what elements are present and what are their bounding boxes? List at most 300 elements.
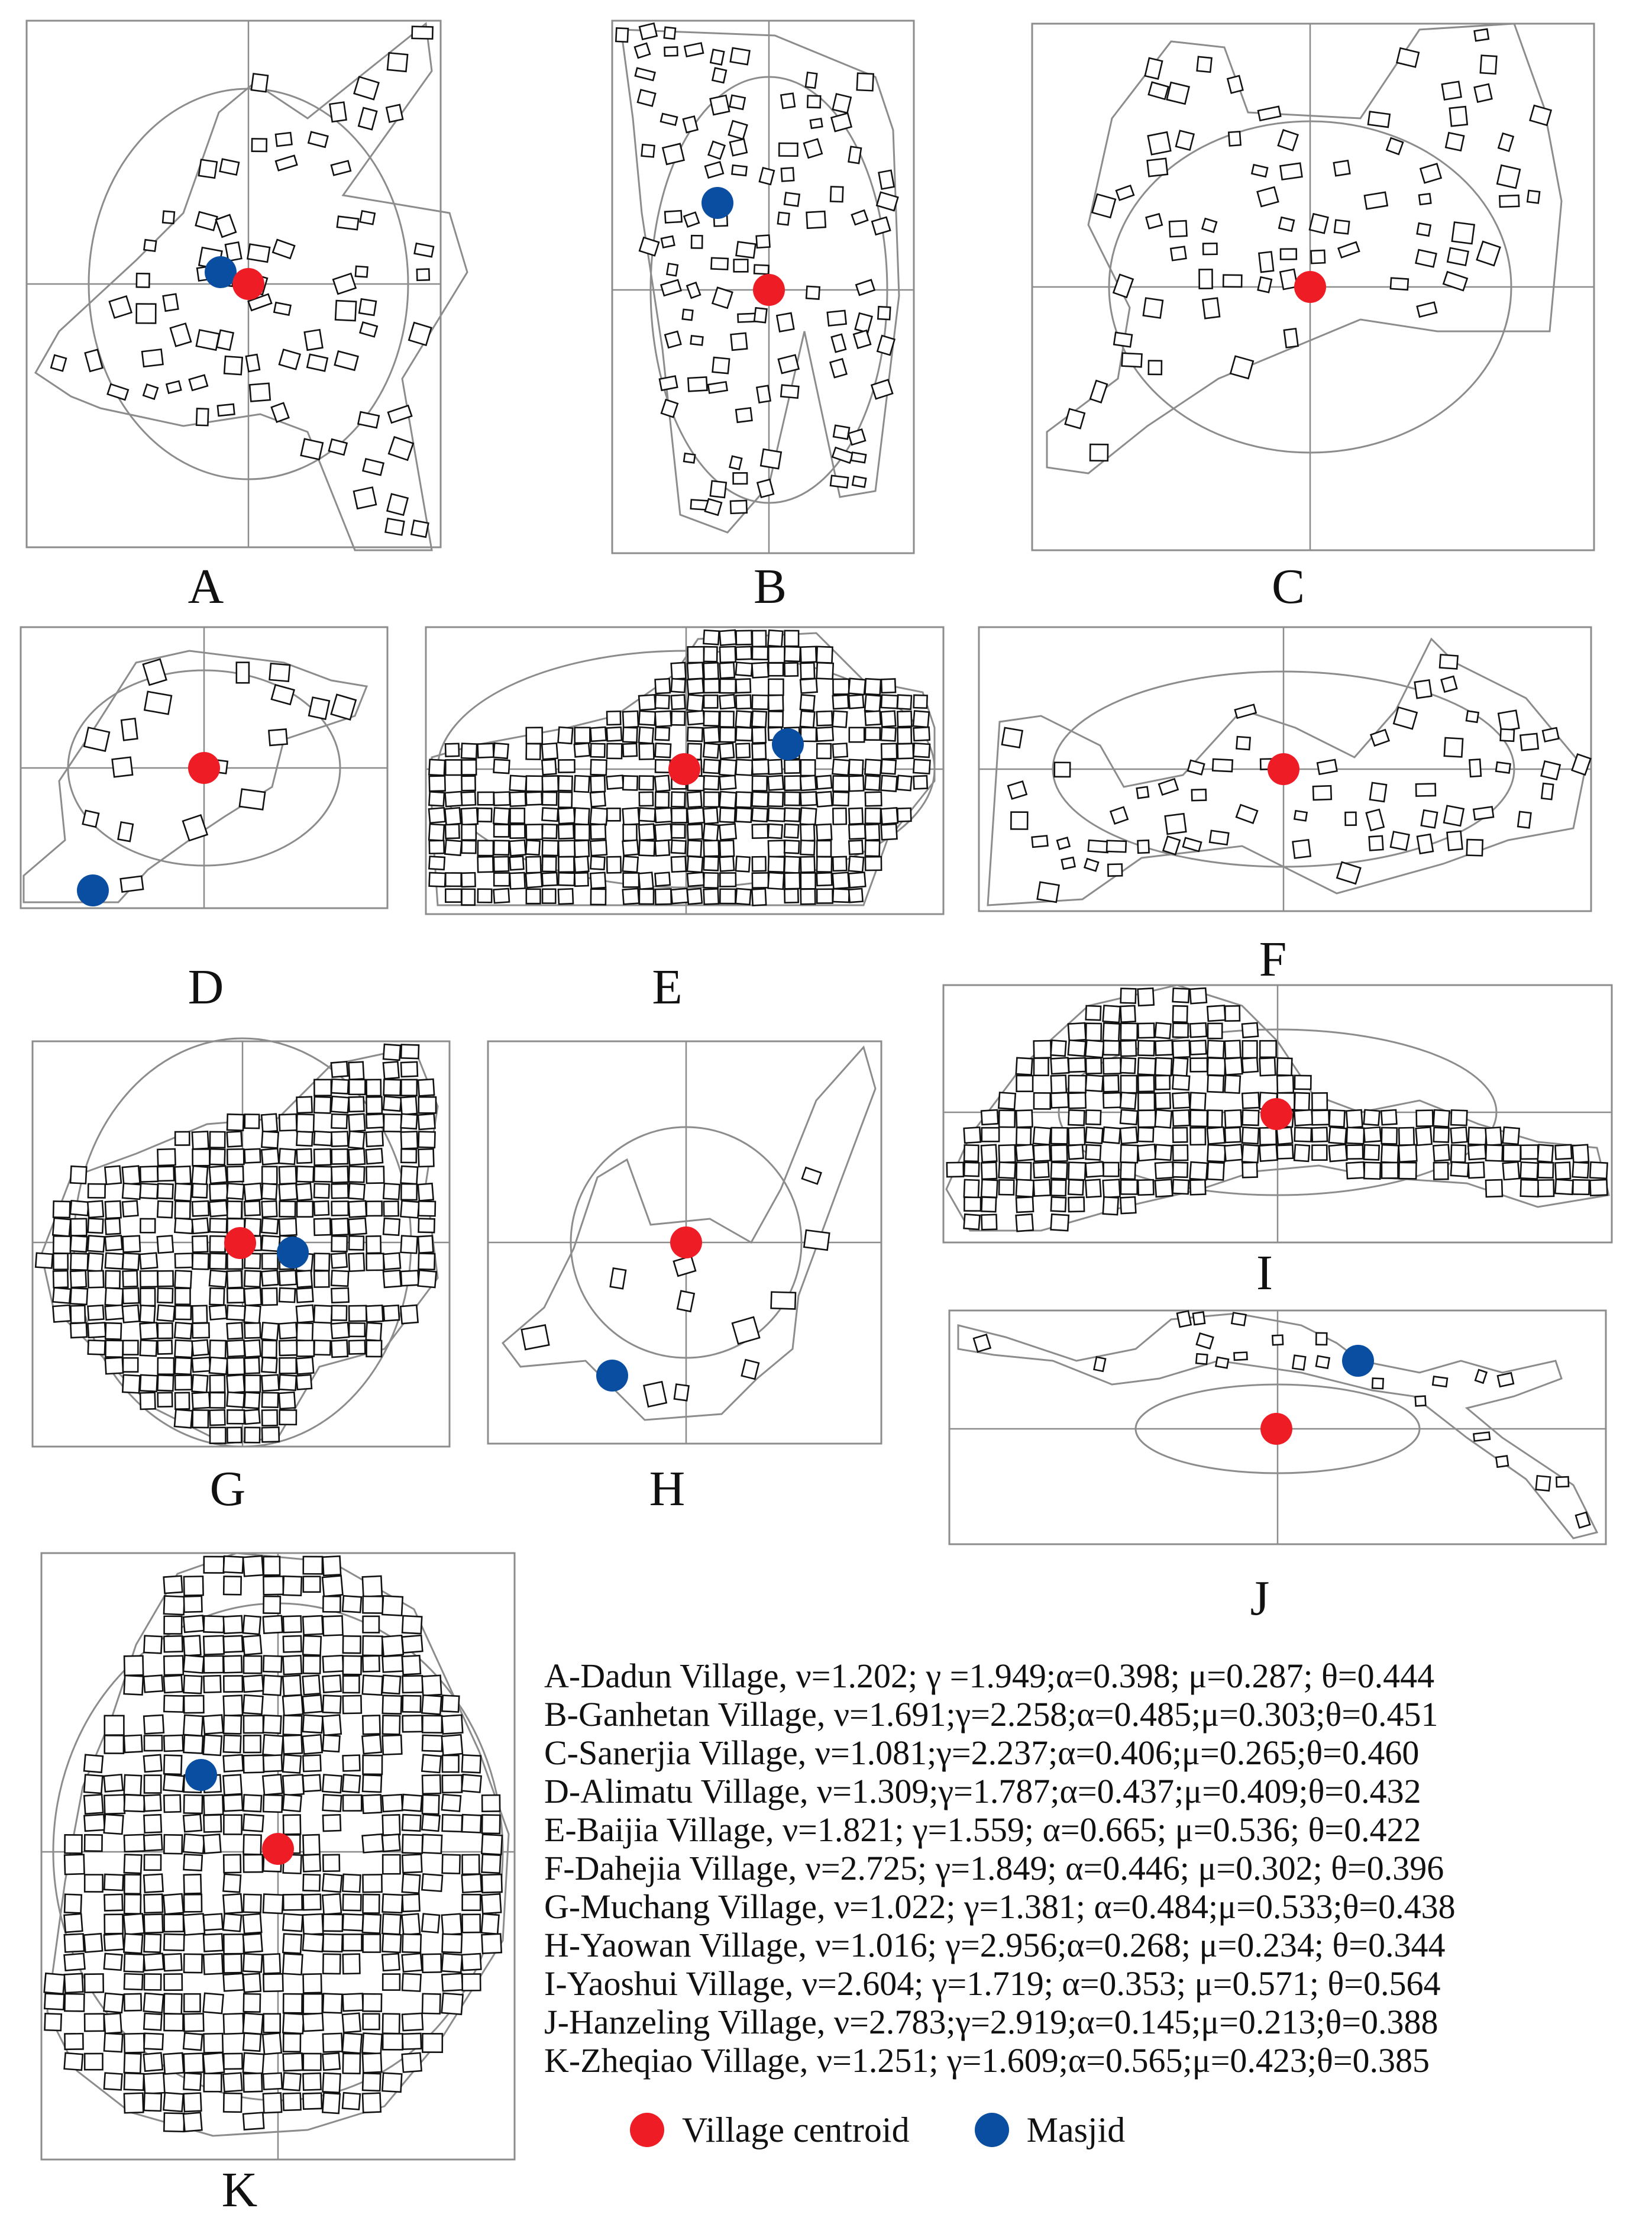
building — [1475, 1370, 1486, 1383]
building — [322, 1715, 341, 1735]
building — [677, 1291, 694, 1312]
building — [314, 1254, 329, 1271]
building — [53, 1305, 70, 1322]
building-footprints — [1065, 29, 1551, 461]
building — [964, 1180, 979, 1197]
building — [558, 792, 572, 808]
building — [1295, 1076, 1311, 1089]
building — [263, 1557, 280, 1575]
building — [1155, 1041, 1172, 1055]
building — [1120, 1092, 1136, 1109]
building — [1216, 1357, 1229, 1368]
building — [817, 744, 831, 758]
building — [144, 1993, 163, 2013]
building — [481, 1934, 501, 1954]
building — [1451, 1162, 1469, 1176]
building — [1527, 191, 1540, 203]
building — [224, 2093, 241, 2112]
building — [1207, 1041, 1224, 1058]
building — [817, 647, 833, 663]
building — [164, 1795, 180, 1812]
building — [184, 1696, 203, 1713]
building — [70, 1306, 85, 1323]
building — [752, 889, 766, 905]
building — [64, 1914, 83, 1932]
building — [124, 2054, 141, 2073]
building — [124, 1874, 141, 1893]
building — [442, 1993, 463, 2015]
building — [203, 1954, 223, 1974]
building — [164, 1616, 182, 1634]
building — [203, 1735, 222, 1755]
stats-row-a: A-Dadun Village, ν=1.202; γ =1.949;α=0.398; μ=0.287; θ=0.444 — [544, 1657, 1435, 1695]
building — [1121, 1180, 1137, 1194]
building — [104, 1774, 123, 1792]
building — [88, 1184, 105, 1198]
building — [349, 1340, 365, 1354]
building — [1190, 988, 1207, 1003]
building — [104, 1954, 122, 1970]
building — [35, 1253, 53, 1268]
building — [736, 408, 752, 422]
building — [736, 744, 750, 758]
building — [1541, 783, 1553, 799]
building — [1543, 728, 1559, 741]
building — [1167, 82, 1189, 104]
building — [189, 375, 208, 390]
stats-row-k: K-Zheqiao Village, ν=1.251; γ=1.609;α=0.565;μ=0.423;θ=0.385 — [544, 2041, 1430, 2080]
building — [422, 1775, 441, 1794]
building — [913, 743, 930, 757]
building — [279, 1270, 296, 1285]
building — [210, 1410, 225, 1425]
building — [865, 776, 880, 790]
building — [192, 1340, 209, 1356]
building — [1555, 1180, 1573, 1195]
building — [263, 2073, 282, 2090]
building — [1346, 1162, 1365, 1179]
building — [279, 1218, 296, 1235]
building — [771, 1292, 796, 1309]
building — [244, 1183, 262, 1201]
building — [1284, 328, 1298, 347]
building — [1312, 1111, 1329, 1125]
building — [224, 356, 243, 375]
building — [383, 1096, 401, 1111]
building — [804, 139, 822, 158]
building — [1451, 1145, 1466, 1162]
building — [849, 728, 864, 742]
building — [736, 242, 756, 258]
building — [227, 1201, 242, 1218]
building — [144, 1755, 161, 1772]
building — [768, 841, 785, 857]
building — [224, 1755, 243, 1771]
building — [752, 727, 766, 743]
building — [462, 1954, 481, 1970]
building — [849, 147, 861, 163]
building — [429, 760, 445, 776]
building — [1190, 1023, 1207, 1037]
building — [1062, 857, 1075, 869]
building — [1085, 1127, 1103, 1143]
building — [243, 1934, 263, 1952]
building — [261, 1322, 279, 1340]
building — [849, 776, 864, 791]
building — [244, 1835, 261, 1855]
building — [1485, 1127, 1501, 1145]
building — [283, 2093, 301, 2110]
building — [331, 1340, 348, 1357]
building — [184, 1676, 202, 1693]
building — [687, 695, 703, 711]
building — [445, 744, 459, 757]
building — [296, 1183, 312, 1200]
building — [243, 1794, 261, 1812]
building — [462, 760, 477, 774]
building — [204, 1656, 224, 1673]
building — [322, 1894, 341, 1915]
building — [303, 1854, 321, 1871]
building — [349, 1166, 364, 1182]
building — [1202, 218, 1217, 232]
building — [574, 856, 589, 872]
building — [53, 1254, 67, 1270]
building — [1155, 1162, 1173, 1179]
building — [1364, 1127, 1381, 1142]
building — [442, 1954, 462, 1973]
building — [122, 1305, 140, 1322]
building — [704, 792, 719, 807]
building — [144, 2013, 161, 2030]
building — [343, 1795, 361, 1810]
building — [297, 1097, 312, 1113]
building — [429, 856, 444, 869]
building — [263, 1795, 282, 1812]
building — [1191, 1058, 1208, 1071]
building — [784, 663, 798, 676]
building — [830, 186, 843, 202]
village-map-b — [612, 21, 914, 553]
building — [123, 1341, 138, 1355]
building — [164, 1576, 183, 1593]
building — [157, 1375, 173, 1391]
building — [558, 808, 575, 824]
building — [383, 1735, 402, 1755]
building — [1242, 1145, 1259, 1163]
building — [493, 889, 509, 903]
building — [1347, 1128, 1365, 1144]
building — [478, 841, 493, 856]
building — [817, 824, 832, 840]
building — [401, 1062, 418, 1077]
building — [140, 1183, 158, 1199]
building — [1242, 1127, 1259, 1144]
building — [363, 1656, 379, 1672]
building — [623, 873, 639, 887]
building — [53, 1218, 70, 1237]
building — [363, 2073, 380, 2091]
building — [403, 1676, 423, 1693]
building — [768, 792, 783, 806]
building — [591, 824, 606, 839]
building — [1329, 1127, 1346, 1144]
building — [283, 2053, 303, 2071]
building — [363, 459, 384, 476]
building — [331, 1322, 349, 1338]
building — [363, 1676, 383, 1695]
building — [363, 2093, 381, 2113]
building — [1433, 1145, 1449, 1161]
building — [639, 711, 655, 725]
building — [243, 2013, 263, 2034]
building — [816, 792, 832, 806]
building — [244, 1392, 260, 1408]
building — [227, 1305, 245, 1320]
building — [303, 1656, 321, 1674]
building — [833, 743, 848, 757]
building — [184, 1994, 200, 2012]
building — [1068, 1180, 1084, 1195]
building — [1433, 1377, 1447, 1387]
building — [333, 273, 355, 294]
building — [1103, 1076, 1118, 1092]
building — [1316, 1333, 1327, 1345]
building — [64, 1974, 83, 1993]
building — [314, 1097, 331, 1113]
building — [878, 306, 890, 319]
building — [1172, 1093, 1189, 1109]
building — [817, 727, 833, 741]
building — [999, 1111, 1015, 1128]
building — [429, 841, 444, 854]
building — [402, 1655, 421, 1674]
building — [261, 1270, 278, 1286]
building — [752, 824, 768, 838]
building — [1051, 1145, 1067, 1161]
masjid-marker — [277, 1237, 309, 1268]
building — [703, 630, 719, 644]
building — [210, 1236, 225, 1252]
building — [331, 1218, 348, 1235]
building — [719, 824, 736, 840]
building — [297, 1202, 313, 1217]
building — [1051, 1180, 1066, 1196]
building — [314, 1131, 332, 1145]
building — [1051, 1093, 1069, 1108]
building — [164, 1915, 183, 1932]
building — [1173, 988, 1189, 1002]
building — [857, 73, 874, 91]
building — [720, 808, 735, 822]
building — [1016, 1197, 1033, 1212]
building — [196, 330, 219, 350]
building — [411, 521, 428, 537]
building — [779, 143, 797, 156]
building — [227, 1428, 241, 1443]
building — [445, 824, 460, 838]
building — [1225, 1041, 1241, 1058]
building — [164, 1954, 182, 1971]
building — [849, 889, 863, 902]
building — [88, 1253, 103, 1271]
building — [1498, 1373, 1514, 1386]
building — [817, 857, 832, 872]
building — [359, 299, 376, 315]
building — [720, 695, 735, 709]
building — [331, 1096, 349, 1113]
building — [122, 1201, 138, 1217]
building — [687, 808, 704, 824]
building — [64, 2033, 83, 2049]
building — [382, 1596, 402, 1615]
building — [738, 314, 755, 322]
building — [192, 1184, 207, 1198]
building — [366, 1114, 384, 1128]
building — [703, 743, 719, 758]
building — [349, 1323, 365, 1337]
building — [1468, 1162, 1484, 1178]
building — [224, 1616, 243, 1634]
building — [671, 840, 686, 853]
building — [964, 1197, 981, 1211]
building — [558, 857, 574, 872]
building — [639, 776, 654, 790]
building — [53, 1271, 68, 1287]
panel-label-k: K — [221, 2162, 258, 2217]
building — [382, 1676, 400, 1694]
building — [800, 711, 814, 728]
building — [331, 1166, 348, 1183]
building — [591, 760, 607, 775]
building — [1017, 1076, 1033, 1092]
stats-row-d: D-Alimatu Village, ν=1.309;γ=1.787;α=0.437;μ=0.409;θ=0.432 — [544, 1772, 1421, 1810]
building — [261, 1218, 278, 1234]
building — [322, 2053, 340, 2070]
building — [442, 1715, 463, 1734]
building — [1444, 806, 1464, 826]
building — [308, 132, 328, 147]
building — [323, 1735, 340, 1752]
building — [1173, 1024, 1188, 1038]
building — [224, 1974, 244, 1991]
building — [736, 711, 752, 728]
village-map-i — [943, 985, 1612, 1242]
building — [140, 1219, 155, 1232]
building — [623, 889, 639, 904]
building — [210, 1393, 225, 1408]
building — [1366, 809, 1384, 830]
building — [1086, 1145, 1101, 1160]
building — [164, 1835, 182, 1854]
building — [263, 1774, 282, 1794]
building — [348, 1218, 366, 1235]
building — [1236, 805, 1257, 823]
building — [243, 1556, 263, 1576]
building — [104, 1815, 124, 1834]
building — [730, 48, 750, 64]
building — [104, 1993, 124, 2013]
building — [104, 2073, 122, 2090]
building — [224, 1855, 241, 1873]
building — [1230, 356, 1253, 379]
building — [303, 1695, 322, 1713]
building — [88, 1235, 104, 1252]
building — [710, 50, 724, 65]
building — [710, 481, 726, 498]
building — [331, 1253, 347, 1268]
building — [283, 2013, 303, 2033]
building — [343, 1656, 361, 1675]
building — [204, 1557, 224, 1573]
building — [124, 1974, 143, 1990]
building — [1433, 1110, 1449, 1127]
building — [244, 2073, 263, 2092]
building — [279, 1392, 295, 1409]
building — [768, 873, 784, 889]
building — [296, 1270, 312, 1287]
building — [192, 1236, 208, 1252]
building — [879, 170, 894, 189]
stats-row-e: E-Baijia Village, ν=1.821; γ=1.559; α=0.665; μ=0.536; θ=0.422 — [544, 1810, 1421, 1849]
building — [752, 873, 768, 887]
building — [314, 1341, 330, 1355]
building — [303, 2093, 322, 2109]
building — [243, 1616, 261, 1634]
building — [174, 1322, 192, 1338]
building — [105, 1735, 124, 1753]
building — [192, 1218, 209, 1234]
building — [865, 711, 881, 725]
building — [1171, 247, 1186, 260]
building — [105, 1915, 123, 1934]
building — [175, 1375, 192, 1390]
building — [800, 647, 816, 663]
building — [163, 211, 174, 224]
building — [386, 518, 405, 535]
building — [590, 792, 606, 807]
building — [1121, 989, 1136, 1003]
building — [974, 1335, 990, 1352]
building — [1391, 278, 1408, 290]
building — [1504, 1145, 1521, 1161]
building — [757, 386, 770, 403]
building — [303, 2073, 321, 2090]
building — [252, 138, 267, 151]
building — [269, 729, 287, 745]
building — [1103, 1180, 1120, 1197]
building — [283, 1815, 300, 1835]
building — [203, 1993, 224, 2013]
building — [768, 808, 785, 822]
building — [661, 236, 674, 247]
building — [1121, 1163, 1136, 1180]
building — [140, 1393, 155, 1409]
building — [64, 1894, 82, 1913]
masjid-marker — [772, 728, 804, 760]
building — [105, 1716, 124, 1735]
building — [1443, 272, 1467, 290]
building — [736, 727, 752, 741]
building — [999, 1162, 1016, 1178]
building — [671, 679, 686, 692]
building — [123, 1288, 139, 1303]
building — [164, 1636, 182, 1652]
building — [263, 1974, 283, 1991]
building — [366, 1236, 380, 1253]
building — [402, 1914, 419, 1935]
building — [183, 1834, 205, 1853]
